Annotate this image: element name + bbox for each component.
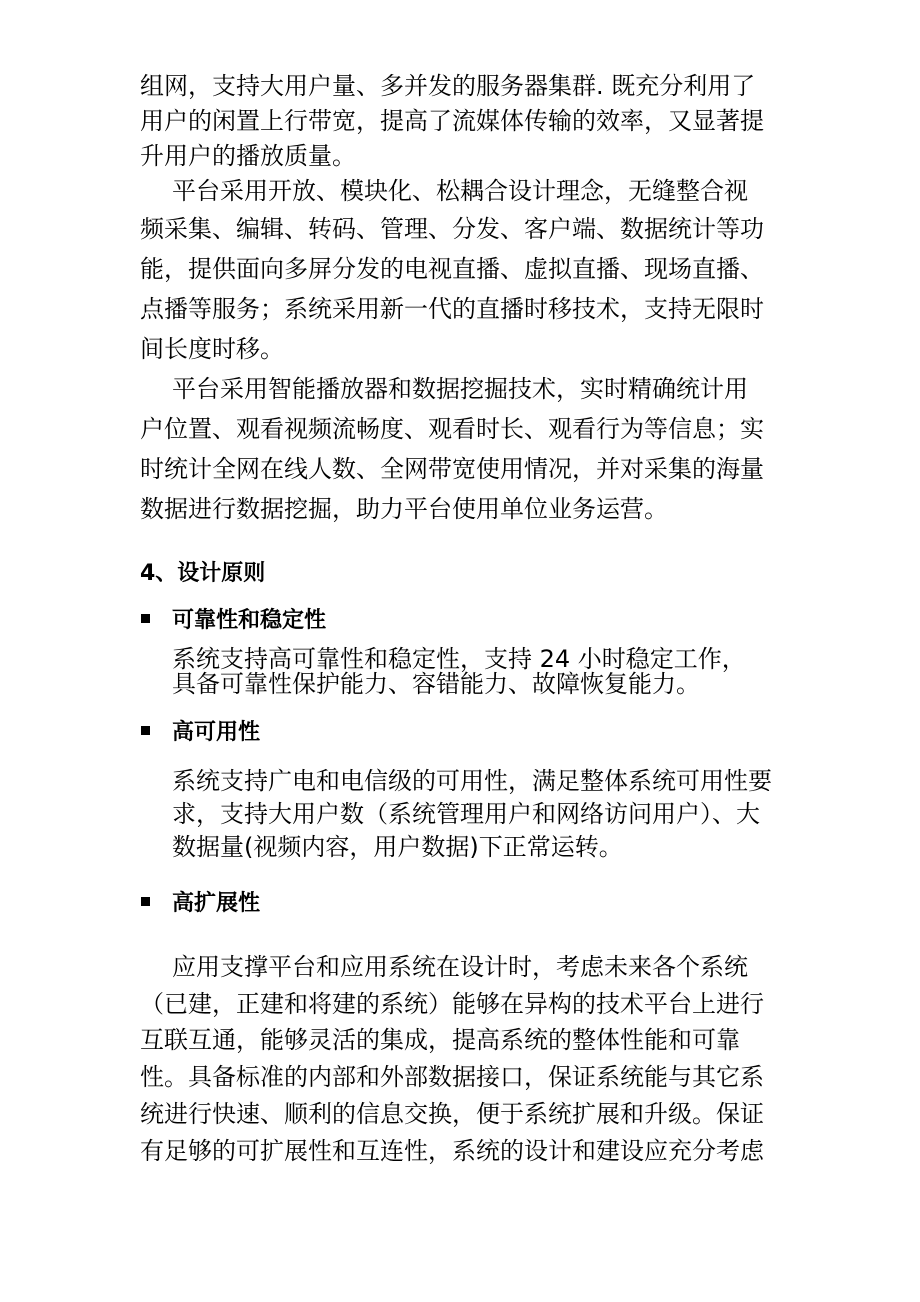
paragraph2-line-5: 间长度时移。	[140, 335, 284, 363]
bullet-scalability-line-4: 性。具备标准的内部和外部数据接口，保证系统能与其它系	[140, 1063, 764, 1091]
bullet-title-availability: 高可用性	[172, 720, 261, 745]
bullet-title-reliability: 可靠性和稳定性	[172, 608, 327, 633]
paragraph1-line-3: 升用户的播放质量。	[140, 142, 356, 170]
paragraph3-line-3: 时统计全网在线人数、全网带宽使用情况，并对采集的海量	[140, 455, 764, 483]
section-heading: 4、设计原则	[140, 561, 266, 586]
paragraph2-line-3: 能，提供面向多屏分发的电视直播、虚拟直播、现场直播、	[140, 255, 764, 283]
bullet-availability-line-3: 数据量(视频内容，用户数据)下正常运转。	[172, 833, 623, 861]
bullet-availability-line-1: 系统支持广电和电信级的可用性，满足整体系统可用性要	[172, 767, 772, 795]
paragraph1-line-2: 用户的闲置上行带宽，提高了流媒体传输的效率，又显著提	[140, 107, 764, 135]
bullet-availability-line-2: 求，支持大用户数（系统管理用户和网络访问用户）、大	[172, 800, 760, 828]
bullet-square-icon	[141, 897, 150, 906]
paragraph3-line-4: 数据进行数据挖掘，助力平台使用单位业务运营。	[140, 495, 668, 523]
bullet-square-icon	[141, 614, 150, 623]
paragraph3-line-1: 平台采用智能播放器和数据挖掘技术，实时精确统计用	[172, 375, 748, 403]
bullet-scalability-line-3: 互联互通，能够灵活的集成，提高系统的整体性能和可靠	[140, 1026, 740, 1054]
paragraph2-line-4: 点播等服务；系统采用新一代的直播时移技术，支持无限时	[140, 295, 764, 323]
bullet-reliability-line-2: 具备可靠性保护能力、容错能力、故障恢复能力。	[172, 670, 700, 698]
paragraph1-line-1: 组网，支持大用户量、多并发的服务器集群. 既充分利用了	[140, 72, 756, 100]
bullet-scalability-line-1: 应用支撑平台和应用系统在设计时，考虑未来各个系统	[172, 953, 748, 981]
bullet-scalability-line-2: （已建，正建和将建的系统）能够在异构的技术平台上进行	[140, 990, 764, 1018]
bullet-scalability-line-5: 统进行快速、顺利的信息交换，便于系统扩展和升级。保证	[140, 1100, 764, 1128]
paragraph2-line-2: 频采集、编辑、转码、管理、分发、客户端、数据统计等功	[140, 215, 764, 243]
bullet-scalability-line-6: 有足够的可扩展性和互连性，系统的设计和建设应充分考虑	[140, 1137, 764, 1165]
bullet-reliability-line-1: 系统支持高可靠性和稳定性，支持 24 小时稳定工作，	[172, 645, 746, 673]
paragraph2-line-1: 平台采用开放、模块化、松耦合设计理念，无缝整合视	[172, 177, 748, 205]
bullet-title-scalability: 高扩展性	[172, 891, 261, 916]
bullet-square-icon	[141, 726, 150, 735]
paragraph3-line-2: 户位置、观看视频流畅度、观看时长、观看行为等信息；实	[140, 415, 764, 443]
